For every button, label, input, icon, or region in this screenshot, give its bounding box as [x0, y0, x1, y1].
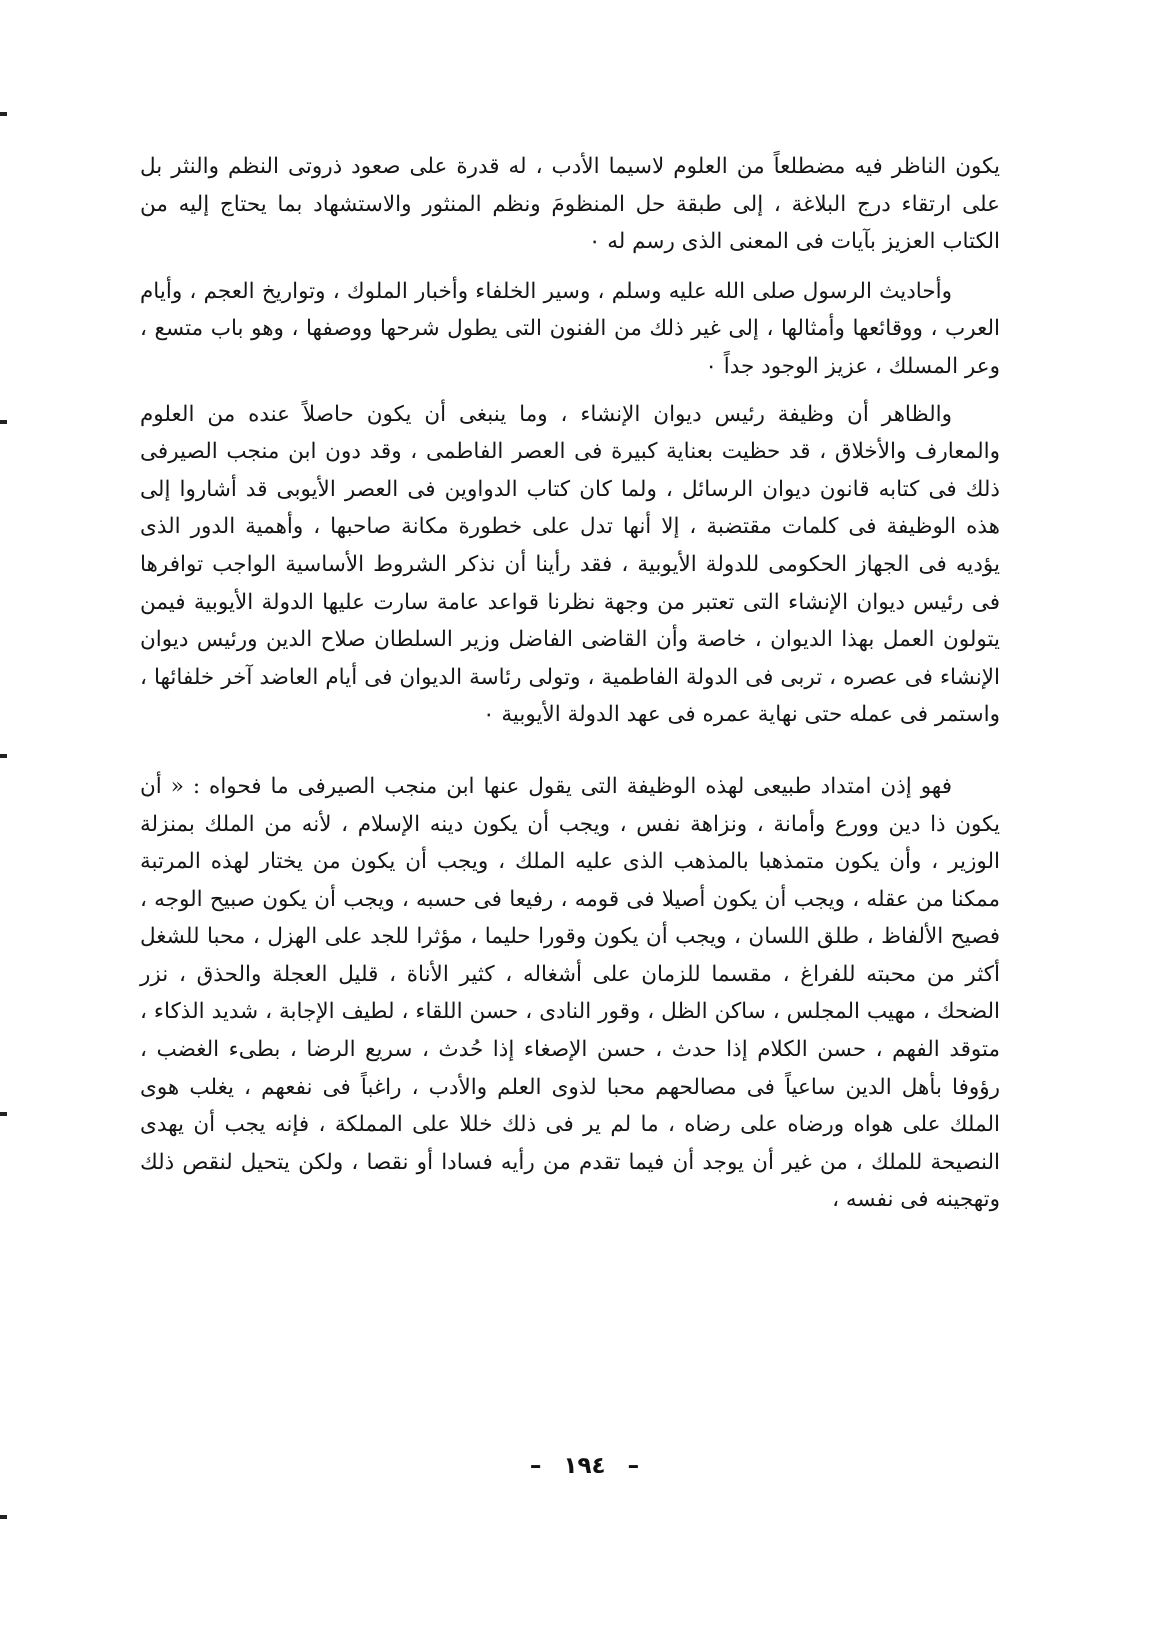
edge-mark	[0, 420, 7, 424]
edge-mark	[0, 1515, 7, 1519]
paragraph-1: يكون الناظر فيه مضطلعاً من العلوم لاسيما الأدب ، له قدرة على صعود ذروتى النظم والنثر بل على ارتقاء درج البلاغة ، إلى طبقة حل المنظومَ ونظم المنثور والاستشهاد بما يحتاج إليه من الكتاب العزيز بآيات فى المعنى الذى رسم له ٠	[140, 154, 1000, 255]
page-number: ١٩٤	[563, 1453, 606, 1479]
paragraph-4-quotation: فهو إذن امتداد طبيعى لهذه الوظيفة التى يقول عنها ابن منجب الصيرفى ما فحواه : « أن يكون ذا دين وورع وأمانة ، ونزاهة نفس ، ويجب أن يكون دينه الإسلام ، لأنه من الملك بمنزلة الوزير ، وأن يكون متمذهبا بالمذهب الذى عليه الملك ، ويجب أن يكون من يختار لهذه المرتبة ممكنا من عقله ، ويجب أن يكون أصيلا فى قومه ، رفيعا فى حسبه ، ويجب أن يكون صبيح الوجه ، فصيح الألفاظ ، طلق اللسان ، ويجب أن يكون وقورا حليما ، مؤثرا للجد على الهزل ، محبا للشغل أكثر من محبته للفراغ ، مقسما للزمان على أشغاله ، كثير الأناة ، قليل العجلة والحذق ، نزر الضحك ، مهيب المجلس ، ساكن الظل ، وقور النادى ، حسن اللقاء ، لطيف الإجابة ، شديد الذكاء ، متوقد الفهم ، حسن الكلام إذا حدث ، حسن الإصغاء إذا حُدث ، سريع الرضا ، بطىء الغضب ، رؤوفا بأهل الدين ساعياً فى مصالحهم محبا لذوى العلم والأدب ، راغباً فى نفعهم ، يغلب هوى الملك على هواه ورضاه على رضاه ، ما لم ير فى ذلك خللا على المملكة ، فإنه يجب أن يهدى النصيحة للملك ، من غير أن يوجد أن فيما تقدم من رأيه فسادا أو نقصا ، ولكن يتحيل لنقص ذلك وتهجينه فى نفسه ،	[140, 773, 1000, 1213]
paragraph-3: والظاهر أن وظيفة رئيس ديوان الإنشاء ، وما ينبغى أن يكون حاصلاً عنده من العلوم والمعارف والأخلاق ، قد حظيت بعناية كبيرة فى العصر الفاطمى ، وقد دون ابن منجب الصيرفى ذلك فى كتابه قانون ديوان الرسائل ، ولما كان كتاب الدواوين فى العصر الأيوبى قد أشاروا إلى هذه الوظيفة فى كلمات مقتضبة ، إلا أنها تدل على خطورة مكانة صاحبها ، وأهمية الدور الذى يؤديه فى الجهاز الحكومى للدولة الأيوبية ، فقد رأينا أن نذكر الشروط الأساسية الواجب توافرها فى رئيس ديوان الإنشاء التى تعتبر من وجهة نظرنا قواعد عامة سارت عليها الدولة الأيوبية فيمن يتولون العمل بهذا الديوان ، خاصة وأن القاضى الفاضل وزير السلطان صلاح الدين ورئيس ديوان الإنشاء فى عصره ، تربى فى الدولة الفاطمية ، وتولى رئاسة الديوان فى أيام العاضد آخر خلفائها ، واستمر فى عمله حتى نهاية عمره فى عهد الدولة الأيوبية ٠	[140, 401, 1000, 728]
paragraph-gap	[140, 386, 1000, 396]
paragraph-gap	[140, 734, 1000, 768]
edge-mark	[0, 112, 7, 116]
document-body	[140, 148, 1000, 1219]
page-number-dash: –	[627, 1453, 640, 1479]
paragraph-gap	[140, 261, 1000, 273]
edge-mark	[0, 754, 7, 758]
page-number-dash: –	[529, 1453, 542, 1479]
paragraph-2: وأحاديث الرسول صلى الله عليه وسلم ، وسير الخلفاء وأخبار الملوك ، وتواريخ العجم ، وأيام العرب ، ووقائعها وأمثالها ، إلى غير ذلك من الفنون التى يطول شرحها ووصفها ، وهو باب متسع ، وعر المسلك ، عزيز الوجود جداً ٠	[140, 278, 1000, 379]
edge-mark	[0, 1112, 7, 1116]
page-number-footer	[0, 1453, 1169, 1479]
